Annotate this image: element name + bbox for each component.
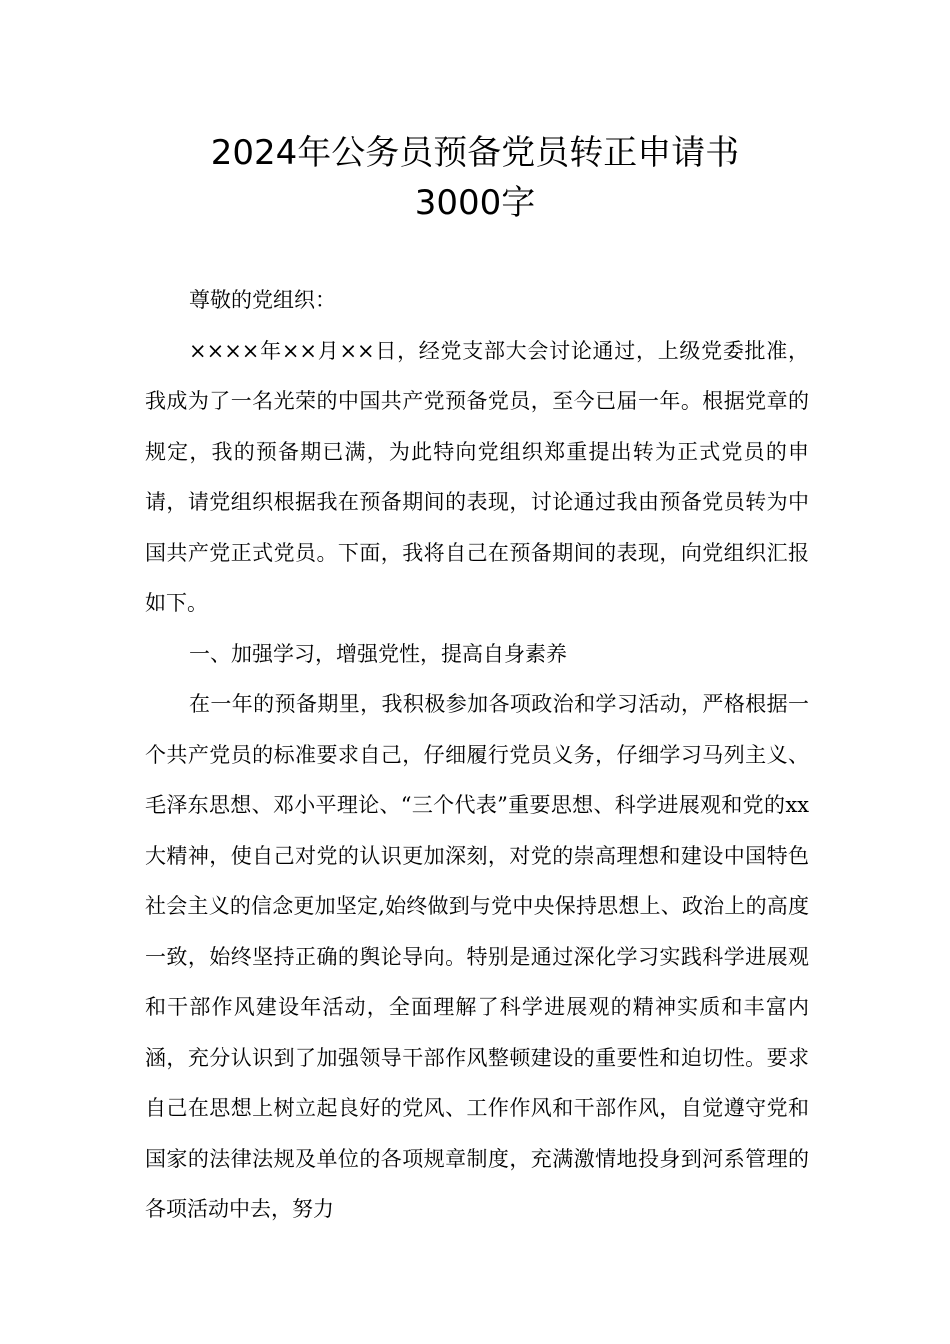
section-heading-1: 一、加强学习，增强党性，提高自身素养	[189, 641, 567, 666]
salutation: 尊敬的党组织：	[189, 288, 336, 312]
paragraph-intro: ××××年××月××日，经党支部大会讨论通过，上级党委批准，我成为了一名光荣的中国共产党预备党员，至今已届一年。根据党章的规定，我的预备期已满，为此特向党组织郑重提出转为正式党员的申请，请党组织根据我在预备期间的表现，讨论通过我由预备党员转为中国共产党正式党员。下面，我将自己在预备期间的表现，向党组织汇报如下。	[145, 338, 809, 615]
document-title-line1: 2024年公务员预备党员转正申请书	[210, 133, 740, 173]
paragraph-study: 在一年的预备期里，我积极参加各项政治和学习活动，严格根据一个共产党员的标准要求自己，仔细履行党员义务，仔细学习马列主义、毛泽东思想、邓小平理论、“三个代表”重要思想、科学进展观和党的xx大精神，使自己对党的认识更加深刻，对党的崇高理想和建设中国特色社会主义的信念更加坚定,始终做到与党中央保持思想上、政治上的高度一致，始终坚持正确的舆论导向。特别是通过深化学习实践科学进展观和干部作风建设年活动，全面理解了科学进展观的精神实质和丰富内涵，充分认识到了加强领导干部作风整顿建设的重要性和迫切性。要求自己在思想上树立起良好的党风、工作作风和干部作风，自觉遵守党和国家的法律法规及单位的各项规章制度，充满激情地投身到河系管理的各项活动中去，努力	[145, 692, 809, 1221]
document-title-line2: 3000字	[414, 183, 536, 223]
document-body	[145, 275, 809, 1235]
